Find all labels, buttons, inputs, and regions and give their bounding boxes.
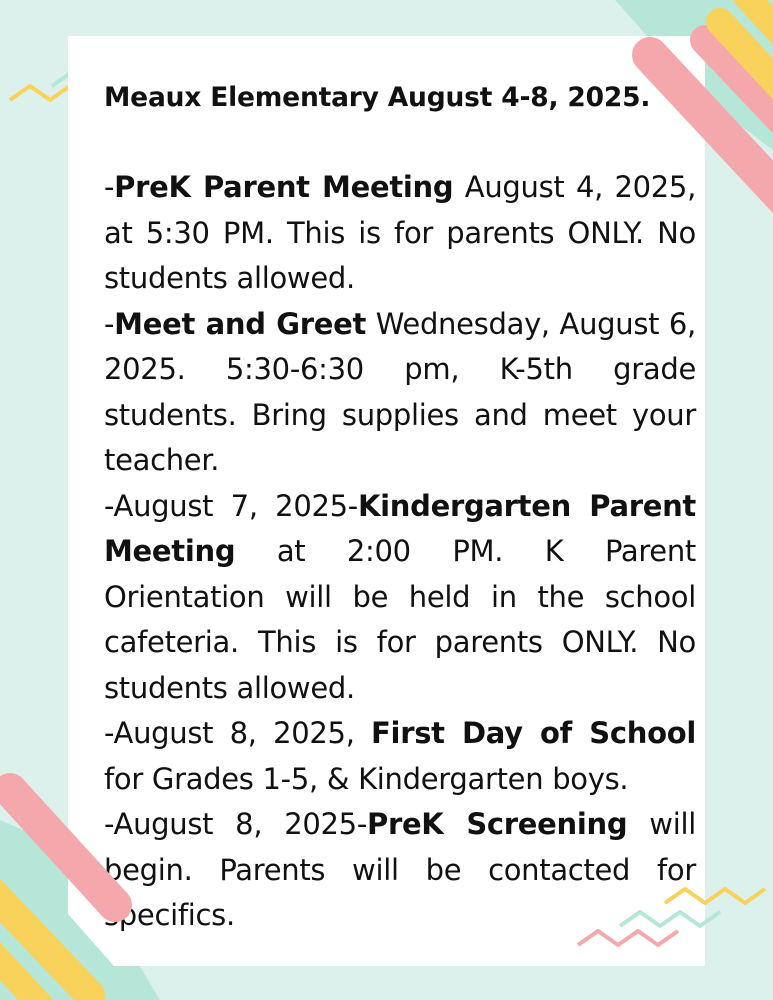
event-first-day-of-school: -August 8, 2025, First Day of School for Grades 1-5, & Kindergarten boys.	[104, 716, 696, 796]
event-kindergarten-parent-meeting: -August 7, 2025-Kindergarten Parent Meeting at 2:00 PM. K Parent Orientation will be held in the school cafeteria. This is for parents ONLY. No students allowed.	[104, 488, 696, 705]
notice-content	[104, 78, 696, 939]
title-spacer	[104, 118, 696, 165]
event-prek-parent-meeting: -PreK Parent Meeting August 4, 2025, at 5:30 PM. This is for parents ONLY. No students allowed.	[104, 170, 696, 295]
event-prek-screening: -August 8, 2025-PreK Screening will begin. Parents will be contacted for specifics.	[104, 807, 696, 932]
notice-title: Meaux Elementary August 4-8, 2025.	[104, 82, 651, 113]
event-meet-and-greet: -Meet and Greet Wednesday, August 6, 2025. 5:30-6:30 pm, K-5th grade students. Bring supplies and meet your teacher.	[104, 306, 696, 477]
